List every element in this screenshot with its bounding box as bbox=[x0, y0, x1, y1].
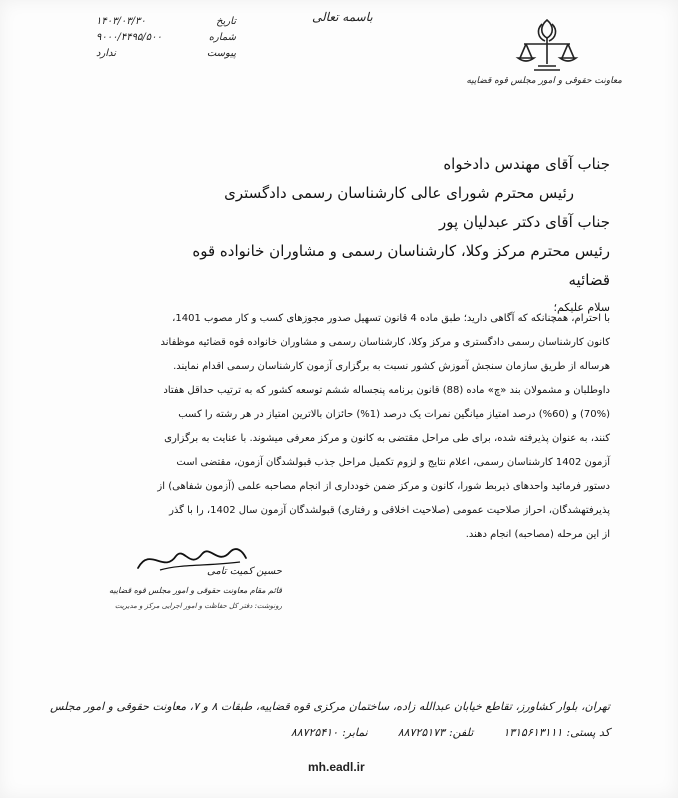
body-line: دستور فرمائید واحدهای ذیربط شورا، کانون و مرکز ضمن خودداری از انجام مصاحبه علمی (آزمون شفاهی) از bbox=[157, 481, 610, 492]
number-row bbox=[96, 30, 236, 46]
date-row bbox=[96, 14, 236, 30]
fax-value: ۸۸۷۲۵۴۱۰ bbox=[290, 726, 339, 739]
body-line: با احترام، همچنانکه که آگاهی دارید؛ طبق ماده 4 قانون تسهیل صدور مجوزهای کسب و کار مصوب 1401، bbox=[172, 313, 610, 324]
body-line: هرساله از طریق سازمان سنجش آموزش کشور نسبت به برگزاری آزمون کارشناسان رسمی اقدام نمایند. bbox=[173, 361, 610, 372]
addressee-line-4: رئیس محترم مرکز وکلا، کارشناسان رسمی و مشاوران خانواده قوه bbox=[192, 242, 610, 260]
postal-value: ۱۳۱۵۶۱۳۱۱۱ bbox=[503, 726, 563, 739]
postal-code bbox=[503, 726, 610, 739]
footer-address: تهران، بلوار کشاورز، تقاطع خیابان عبدالله زاده، ساختمان مرکزی قوه قضاییه، طبقات ۸ و ۷، معاونت حقوقی و امور مجلس bbox=[50, 700, 610, 713]
carbon-copy-note: رونوشت: دفتر کل حفاظت و امور اجرایی مرکز و مدیریت bbox=[114, 602, 282, 610]
body-line: کنند، به عنوان پذیرفته شده، برای طی مراحل مقتضی به کانون و مرکز معرفی میشوند. با عنایت به برگزاری bbox=[164, 433, 610, 444]
phone-value: ۸۸۷۲۵۱۷۳ bbox=[397, 726, 445, 739]
attachment-value: ندارد bbox=[96, 48, 117, 59]
postal-label: کد پستی: bbox=[566, 726, 610, 739]
bismillah-heading: باسمه تعالی bbox=[312, 10, 373, 24]
date-label: تاریخ bbox=[216, 16, 236, 27]
greeting: سلام علیکم؛ bbox=[553, 301, 610, 314]
signatory-title: قائم مقام معاونت حقوقی و امور مجلس قوه قضاییه bbox=[109, 586, 282, 595]
phone-label: تلفن: bbox=[448, 726, 474, 739]
footer-contacts bbox=[50, 726, 610, 739]
fax-label: نمابر: bbox=[342, 726, 368, 739]
addressee-line-2: رئیس محترم شورای عالی کارشناسان رسمی دادگستری bbox=[224, 184, 574, 202]
judiciary-emblem bbox=[466, 14, 622, 100]
addressee-block bbox=[90, 150, 610, 321]
body-line: کانون کارشناسان رسمی دادگستری و مرکز وکلا، کارشناسان رسمی و مشاوران خانواده قوه قضائیه موظفاند bbox=[160, 337, 610, 348]
letter-body bbox=[62, 307, 610, 547]
number-value: ۹۰۰۰/۴۴۹۵/۵۰۰ bbox=[96, 32, 162, 43]
signatory-name: حسین کمیت تامی bbox=[207, 566, 282, 577]
phone bbox=[398, 726, 474, 739]
attachment-row bbox=[96, 46, 236, 62]
addressee-line-1: جناب آقای مهندس دادخواه bbox=[443, 155, 610, 173]
addressee-line-3: جناب آقای دکتر عبدلیان پور bbox=[438, 213, 610, 231]
website-link[interactable]: mh.eadl.ir bbox=[308, 760, 365, 774]
body-line: داوطلبان و مشمولان بند «چ» ماده (88) قانون برنامه پنجساله ششم توسعه کشور که به ترتیب حداقل هفتاد bbox=[163, 385, 610, 396]
date-value: ۱۴۰۳/۰۳/۳۰ bbox=[96, 16, 146, 27]
signature-block bbox=[110, 540, 290, 635]
body-line: (70%) و (60%) درصد امتیاز میانگین نمرات یک درصد (1%) حائزان بالاترین امتیاز در هر رشته را کسب bbox=[178, 409, 610, 420]
organization-name: معاونت حقوقی و امور مجلس قوه قضاییه bbox=[466, 76, 622, 86]
fax bbox=[291, 726, 368, 739]
scales-logo-icon bbox=[512, 14, 582, 74]
number-label: شماره bbox=[208, 32, 236, 43]
body-line: از این مرحله (مصاحبه) انجام دهند. bbox=[465, 529, 610, 540]
addressee-line-5: قضائیه bbox=[568, 271, 610, 289]
letter-metadata bbox=[96, 14, 236, 62]
body-line: پذیرفتهشدگان، احراز صلاحیت عمومی (صلاحیت اخلاقی و رفتاری) قبولشدگان آزمون سال 1402، را با گذر bbox=[169, 505, 610, 516]
attachment-label: پیوست bbox=[206, 48, 236, 59]
body-line: آزمون 1402 کارشناسان رسمی، اعلام نتایج و لزوم تکمیل مراحل جذب قبولشدگان آزمون، مقتضی است bbox=[176, 457, 610, 468]
